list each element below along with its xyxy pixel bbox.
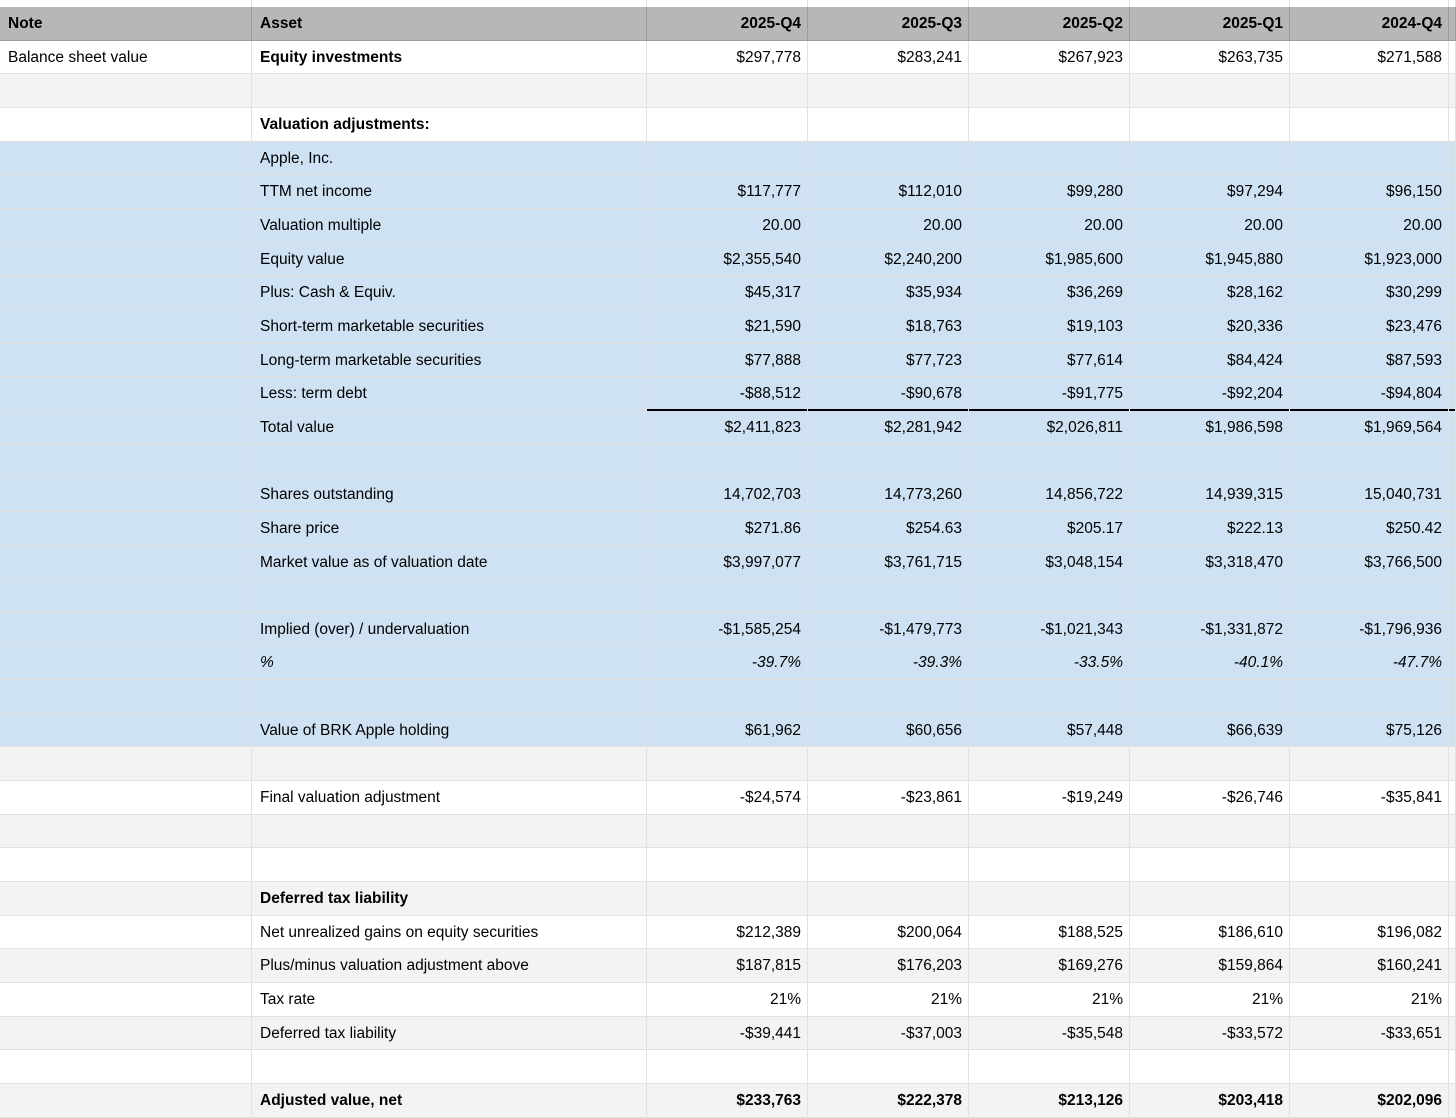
value-cell[interactable]: -$88,512 [647, 377, 808, 411]
note-cell[interactable] [0, 848, 252, 882]
value-cell[interactable] [1290, 680, 1449, 714]
row-spacer-cell [1449, 142, 1456, 176]
value-cell[interactable]: $2,355,540 [647, 243, 808, 277]
value-cell[interactable] [808, 1050, 969, 1084]
row-spacer-cell [1449, 411, 1456, 445]
note-cell[interactable] [0, 714, 252, 748]
value-cell[interactable]: $2,411,823 [647, 411, 808, 445]
note-cell[interactable] [0, 546, 252, 580]
value-cell[interactable] [808, 815, 969, 849]
value-cell[interactable] [1130, 445, 1290, 479]
value-cell[interactable]: $35,934 [808, 276, 969, 310]
row-spacer-cell [1449, 41, 1456, 75]
note-cell[interactable] [0, 377, 252, 411]
value-cell[interactable]: -$1,021,343 [969, 613, 1130, 647]
row-spacer-cell [1449, 949, 1456, 983]
value-cell[interactable] [1130, 108, 1290, 142]
value-cell[interactable]: 20.00 [808, 209, 969, 243]
value-cell[interactable]: 20.00 [969, 209, 1130, 243]
value-cell[interactable]: $66,639 [1130, 714, 1290, 748]
row-spacer-cell [1449, 546, 1456, 580]
value-cell[interactable]: $61,962 [647, 714, 808, 748]
note-cell[interactable] [0, 310, 252, 344]
value-cell[interactable] [969, 815, 1130, 849]
value-cell[interactable]: 21% [1290, 983, 1449, 1017]
value-cell[interactable]: 14,939,315 [1130, 478, 1290, 512]
value-cell[interactable]: $283,241 [808, 41, 969, 75]
note-cell[interactable] [0, 882, 252, 916]
note-cell[interactable] [0, 579, 252, 613]
value-cell[interactable]: 21% [808, 983, 969, 1017]
value-cell[interactable] [1290, 108, 1449, 142]
row-spacer-cell [1449, 680, 1456, 714]
row-label-cell-shares-outstanding[interactable]: Shares outstanding [252, 478, 647, 512]
value-cell[interactable]: $187,815 [647, 949, 808, 983]
value-cell[interactable]: $169,276 [969, 949, 1130, 983]
note-cell[interactable] [0, 680, 252, 714]
value-cell[interactable] [1130, 142, 1290, 176]
value-cell[interactable]: $1,969,564 [1290, 411, 1449, 445]
column-header-asset[interactable]: Asset [252, 7, 647, 41]
row-label-cell[interactable] [252, 815, 647, 849]
row-label-cell-deferred-tax-liability[interactable]: Deferred tax liability [252, 882, 647, 916]
row-spacer-cell [1449, 108, 1456, 142]
value-cell[interactable] [1290, 579, 1449, 613]
row-label-cell[interactable] [252, 1050, 647, 1084]
value-cell[interactable] [647, 815, 808, 849]
value-cell[interactable] [1290, 815, 1449, 849]
row-spacer-cell [1449, 613, 1456, 647]
value-cell[interactable] [1130, 747, 1290, 781]
value-cell[interactable]: $267,923 [969, 41, 1130, 75]
value-cell[interactable]: 20.00 [647, 209, 808, 243]
value-cell[interactable] [808, 445, 969, 479]
row-spacer-cell [1449, 445, 1456, 479]
value-cell[interactable] [1290, 1050, 1449, 1084]
value-cell[interactable] [1130, 74, 1290, 108]
value-cell[interactable] [808, 142, 969, 176]
row-spacer-cell [1449, 310, 1456, 344]
value-cell[interactable]: -$94,804 [1290, 377, 1449, 411]
value-cell[interactable] [808, 108, 969, 142]
value-cell[interactable] [1290, 882, 1449, 916]
note-cell[interactable] [0, 74, 252, 108]
value-cell[interactable] [808, 579, 969, 613]
value-cell[interactable]: 20.00 [1130, 209, 1290, 243]
value-cell[interactable]: $20,336 [1130, 310, 1290, 344]
row-label-cell-less-term-debt[interactable]: Less: term debt [252, 377, 647, 411]
note-cell[interactable] [0, 344, 252, 378]
row-label-cell-apple-inc[interactable]: Apple, Inc. [252, 142, 647, 176]
row-label-cell-implied-over-undervaluation[interactable]: Implied (over) / undervaluation [252, 613, 647, 647]
row-label-cell-equity-value[interactable]: Equity value [252, 243, 647, 277]
value-cell[interactable] [808, 74, 969, 108]
column-header-spacer [1449, 7, 1456, 41]
value-cell[interactable]: $196,082 [1290, 916, 1449, 950]
value-cell[interactable]: $75,126 [1290, 714, 1449, 748]
note-cell[interactable] [0, 478, 252, 512]
row-spacer-cell [1449, 377, 1456, 411]
value-cell[interactable]: $3,761,715 [808, 546, 969, 580]
value-cell[interactable] [969, 445, 1130, 479]
value-cell[interactable]: 21% [1130, 983, 1290, 1017]
value-cell[interactable]: 21% [969, 983, 1130, 1017]
row-spacer-cell [1449, 579, 1456, 613]
value-cell[interactable] [969, 848, 1130, 882]
value-cell[interactable]: $77,614 [969, 344, 1130, 378]
value-cell[interactable]: $263,735 [1130, 41, 1290, 75]
value-cell[interactable]: -$26,746 [1130, 781, 1290, 815]
column-header-2025-q2[interactable]: 2025-Q2 [969, 7, 1130, 41]
note-cell[interactable]: Balance sheet value [0, 41, 252, 75]
value-cell[interactable]: $188,525 [969, 916, 1130, 950]
value-cell[interactable]: $1,985,600 [969, 243, 1130, 277]
value-cell[interactable] [969, 74, 1130, 108]
column-header-2025-q1[interactable]: 2025-Q1 [1130, 7, 1290, 41]
value-cell[interactable]: $57,448 [969, 714, 1130, 748]
note-cell[interactable] [0, 1084, 252, 1118]
row-label-cell-adjusted-value-net[interactable]: Adjusted value, net [252, 1084, 647, 1118]
value-cell[interactable]: $212,389 [647, 916, 808, 950]
note-cell[interactable] [0, 1017, 252, 1051]
row-label-cell-valuation-multiple[interactable]: Valuation multiple [252, 209, 647, 243]
value-cell[interactable] [1130, 1050, 1290, 1084]
value-cell[interactable]: $186,610 [1130, 916, 1290, 950]
row-label-cell-value-of-brk-apple-holding[interactable]: Value of BRK Apple holding [252, 714, 647, 748]
value-cell[interactable]: 20.00 [1290, 209, 1449, 243]
row-label-cell-tax-rate[interactable]: Tax rate [252, 983, 647, 1017]
column-header-2025-q3[interactable]: 2025-Q3 [808, 7, 969, 41]
row-label-cell[interactable] [252, 747, 647, 781]
value-cell[interactable]: -40.1% [1130, 646, 1290, 680]
row-label-cell-equity-investments[interactable]: Equity investments [252, 41, 647, 75]
row-label-cell-plus-cash-equiv[interactable]: Plus: Cash & Equiv. [252, 276, 647, 310]
value-cell[interactable]: -$1,479,773 [808, 613, 969, 647]
value-cell[interactable] [647, 579, 808, 613]
row-spacer-cell [1449, 243, 1456, 277]
note-cell[interactable] [0, 175, 252, 209]
value-cell[interactable]: $77,723 [808, 344, 969, 378]
value-cell[interactable] [1130, 815, 1290, 849]
value-cell[interactable]: $203,418 [1130, 1084, 1290, 1118]
row-label-cell[interactable] [252, 848, 647, 882]
value-cell[interactable]: $36,269 [969, 276, 1130, 310]
value-cell[interactable] [1130, 680, 1290, 714]
value-cell[interactable]: $97,294 [1130, 175, 1290, 209]
value-cell[interactable] [647, 74, 808, 108]
row-label-cell-valuation-adjustments[interactable]: Valuation adjustments: [252, 108, 647, 142]
row-label-cell-blank[interactable]: % [252, 646, 647, 680]
value-cell[interactable]: $87,593 [1290, 344, 1449, 378]
value-cell[interactable]: 14,702,703 [647, 478, 808, 512]
partial-row-cell [808, 0, 969, 7]
value-cell[interactable] [1290, 445, 1449, 479]
partial-row-cell [252, 0, 647, 7]
value-cell[interactable]: $222.13 [1130, 512, 1290, 546]
value-cell[interactable]: $271,588 [1290, 41, 1449, 75]
row-spacer-cell [1449, 815, 1456, 849]
partial-row-cell [1290, 0, 1449, 7]
value-cell[interactable]: -$33,572 [1130, 1017, 1290, 1051]
value-cell[interactable] [647, 142, 808, 176]
value-cell[interactable] [1290, 142, 1449, 176]
row-label-cell-final-valuation-adjustment[interactable]: Final valuation adjustment [252, 781, 647, 815]
value-cell[interactable]: 14,856,722 [969, 478, 1130, 512]
note-cell[interactable] [0, 243, 252, 277]
row-spacer-cell [1449, 276, 1456, 310]
row-label-cell[interactable] [252, 74, 647, 108]
row-spacer-cell [1449, 916, 1456, 950]
column-header-note[interactable]: Note [0, 7, 252, 41]
row-label-cell[interactable] [252, 445, 647, 479]
value-cell[interactable]: $28,162 [1130, 276, 1290, 310]
note-cell[interactable] [0, 747, 252, 781]
value-cell[interactable]: $77,888 [647, 344, 808, 378]
value-cell[interactable]: -$1,796,936 [1290, 613, 1449, 647]
value-cell[interactable] [808, 747, 969, 781]
value-cell[interactable]: $99,280 [969, 175, 1130, 209]
note-cell[interactable] [0, 983, 252, 1017]
value-cell[interactable] [808, 882, 969, 916]
value-cell[interactable]: $297,778 [647, 41, 808, 75]
value-cell[interactable]: -$39,441 [647, 1017, 808, 1051]
note-cell[interactable] [0, 781, 252, 815]
row-spacer-cell [1449, 882, 1456, 916]
partial-row-cell [0, 0, 252, 7]
row-label-cell[interactable] [252, 579, 647, 613]
value-cell[interactable] [969, 747, 1130, 781]
row-spacer-cell [1449, 1050, 1456, 1084]
value-cell[interactable]: $3,766,500 [1290, 546, 1449, 580]
value-cell[interactable]: $1,945,880 [1130, 243, 1290, 277]
partial-row-cell [1130, 0, 1290, 7]
note-cell[interactable] [0, 445, 252, 479]
value-cell[interactable] [647, 882, 808, 916]
value-cell[interactable] [969, 108, 1130, 142]
partial-row-cell [969, 0, 1130, 7]
value-cell[interactable] [1290, 747, 1449, 781]
value-cell[interactable]: $2,240,200 [808, 243, 969, 277]
value-cell[interactable]: $176,203 [808, 949, 969, 983]
value-cell[interactable]: -$24,574 [647, 781, 808, 815]
note-cell[interactable] [0, 209, 252, 243]
value-cell[interactable] [1130, 882, 1290, 916]
value-cell[interactable] [647, 747, 808, 781]
value-cell[interactable]: $250.42 [1290, 512, 1449, 546]
value-cell[interactable]: $200,064 [808, 916, 969, 950]
note-cell[interactable] [0, 815, 252, 849]
value-cell[interactable] [1290, 74, 1449, 108]
value-cell[interactable]: $271.86 [647, 512, 808, 546]
value-cell[interactable]: $96,150 [1290, 175, 1449, 209]
value-cell[interactable]: -39.7% [647, 646, 808, 680]
value-cell[interactable]: -$33,651 [1290, 1017, 1449, 1051]
row-spacer-cell [1449, 74, 1456, 108]
value-cell[interactable] [1290, 848, 1449, 882]
row-spacer-cell [1449, 512, 1456, 546]
value-cell[interactable]: $160,241 [1290, 949, 1449, 983]
value-cell[interactable] [969, 579, 1130, 613]
value-cell[interactable]: $112,010 [808, 175, 969, 209]
row-label-cell-total-value[interactable]: Total value [252, 411, 647, 445]
value-cell[interactable]: $3,318,470 [1130, 546, 1290, 580]
value-cell[interactable]: -$1,585,254 [647, 613, 808, 647]
value-cell[interactable]: -$37,003 [808, 1017, 969, 1051]
value-cell[interactable] [808, 680, 969, 714]
value-cell[interactable]: $3,048,154 [969, 546, 1130, 580]
row-spacer-cell [1449, 646, 1456, 680]
value-cell[interactable] [647, 1050, 808, 1084]
value-cell[interactable]: $213,126 [969, 1084, 1130, 1118]
column-header-2024-q4[interactable]: 2024-Q4 [1290, 7, 1449, 41]
row-spacer-cell [1449, 848, 1456, 882]
row-label-cell-share-price[interactable]: Share price [252, 512, 647, 546]
note-cell[interactable] [0, 1050, 252, 1084]
value-cell[interactable]: $233,763 [647, 1084, 808, 1118]
value-cell[interactable]: $2,026,811 [969, 411, 1130, 445]
value-cell[interactable]: $45,317 [647, 276, 808, 310]
value-cell[interactable] [647, 680, 808, 714]
value-cell[interactable] [969, 142, 1130, 176]
value-cell[interactable]: $254.63 [808, 512, 969, 546]
value-cell[interactable]: $60,656 [808, 714, 969, 748]
partial-row-cell [647, 0, 808, 7]
value-cell[interactable]: -$35,548 [969, 1017, 1130, 1051]
row-spacer-cell [1449, 747, 1456, 781]
value-cell[interactable] [1130, 579, 1290, 613]
note-cell[interactable] [0, 949, 252, 983]
row-spacer-cell [1449, 344, 1456, 378]
value-cell[interactable] [969, 1050, 1130, 1084]
partial-row-cell [1449, 0, 1456, 7]
value-cell[interactable]: $84,424 [1130, 344, 1290, 378]
value-cell[interactable]: -$91,775 [969, 377, 1130, 411]
value-cell[interactable]: $19,103 [969, 310, 1130, 344]
note-cell[interactable] [0, 108, 252, 142]
value-cell[interactable] [969, 680, 1130, 714]
note-cell[interactable] [0, 613, 252, 647]
row-spacer-cell [1449, 209, 1456, 243]
value-cell[interactable]: $1,923,000 [1290, 243, 1449, 277]
value-cell[interactable]: $3,997,077 [647, 546, 808, 580]
value-cell[interactable]: 15,040,731 [1290, 478, 1449, 512]
row-label-cell-deferred-tax-liability[interactable]: Deferred tax liability [252, 1017, 647, 1051]
note-cell[interactable] [0, 411, 252, 445]
value-cell[interactable]: $117,777 [647, 175, 808, 209]
row-spacer-cell [1449, 1017, 1456, 1051]
value-cell[interactable] [969, 882, 1130, 916]
value-cell[interactable]: -$23,861 [808, 781, 969, 815]
row-label-cell-short-term-marketable-securities[interactable]: Short-term marketable securities [252, 310, 647, 344]
value-cell[interactable]: -33.5% [969, 646, 1130, 680]
column-header-2025-q4[interactable]: 2025-Q4 [647, 7, 808, 41]
row-spacer-cell [1449, 478, 1456, 512]
value-cell[interactable]: -$1,331,872 [1130, 613, 1290, 647]
value-cell[interactable] [647, 848, 808, 882]
row-spacer-cell [1449, 781, 1456, 815]
value-cell[interactable]: -47.7% [1290, 646, 1449, 680]
value-cell[interactable]: -$35,841 [1290, 781, 1449, 815]
note-cell[interactable] [0, 916, 252, 950]
value-cell[interactable]: $1,986,598 [1130, 411, 1290, 445]
value-cell[interactable]: $205.17 [969, 512, 1130, 546]
value-cell[interactable]: $159,864 [1130, 949, 1290, 983]
value-cell[interactable]: $30,299 [1290, 276, 1449, 310]
value-cell[interactable]: -$19,249 [969, 781, 1130, 815]
value-cell[interactable]: $202,096 [1290, 1084, 1449, 1118]
row-label-cell-long-term-marketable-securities[interactable]: Long-term marketable securities [252, 344, 647, 378]
note-cell[interactable] [0, 276, 252, 310]
note-cell[interactable] [0, 646, 252, 680]
row-spacer-cell [1449, 983, 1456, 1017]
note-cell[interactable] [0, 142, 252, 176]
row-spacer-cell [1449, 175, 1456, 209]
value-cell[interactable]: $18,763 [808, 310, 969, 344]
value-cell[interactable]: $222,378 [808, 1084, 969, 1118]
note-cell[interactable] [0, 512, 252, 546]
row-label-cell[interactable] [252, 680, 647, 714]
value-cell[interactable]: $23,476 [1290, 310, 1449, 344]
value-cell[interactable]: -$90,678 [808, 377, 969, 411]
value-cell[interactable]: -39.3% [808, 646, 969, 680]
value-cell[interactable]: $21,590 [647, 310, 808, 344]
value-cell[interactable]: 21% [647, 983, 808, 1017]
row-label-cell-plus-minus-valuation-adjustment-above[interactable]: Plus/minus valuation adjustment above [252, 949, 647, 983]
value-cell[interactable] [1130, 848, 1290, 882]
row-spacer-cell [1449, 1084, 1456, 1118]
value-cell[interactable] [647, 108, 808, 142]
value-cell[interactable] [808, 848, 969, 882]
row-spacer-cell [1449, 714, 1456, 748]
row-label-cell-market-value-as-of-valuation-date[interactable]: Market value as of valuation date [252, 546, 647, 580]
value-cell[interactable] [647, 445, 808, 479]
value-cell[interactable]: $2,281,942 [808, 411, 969, 445]
value-cell[interactable]: 14,773,260 [808, 478, 969, 512]
row-label-cell-net-unrealized-gains-on-equity-securities[interactable]: Net unrealized gains on equity securities [252, 916, 647, 950]
value-cell[interactable]: -$92,204 [1130, 377, 1290, 411]
row-label-cell-ttm-net-income[interactable]: TTM net income [252, 175, 647, 209]
